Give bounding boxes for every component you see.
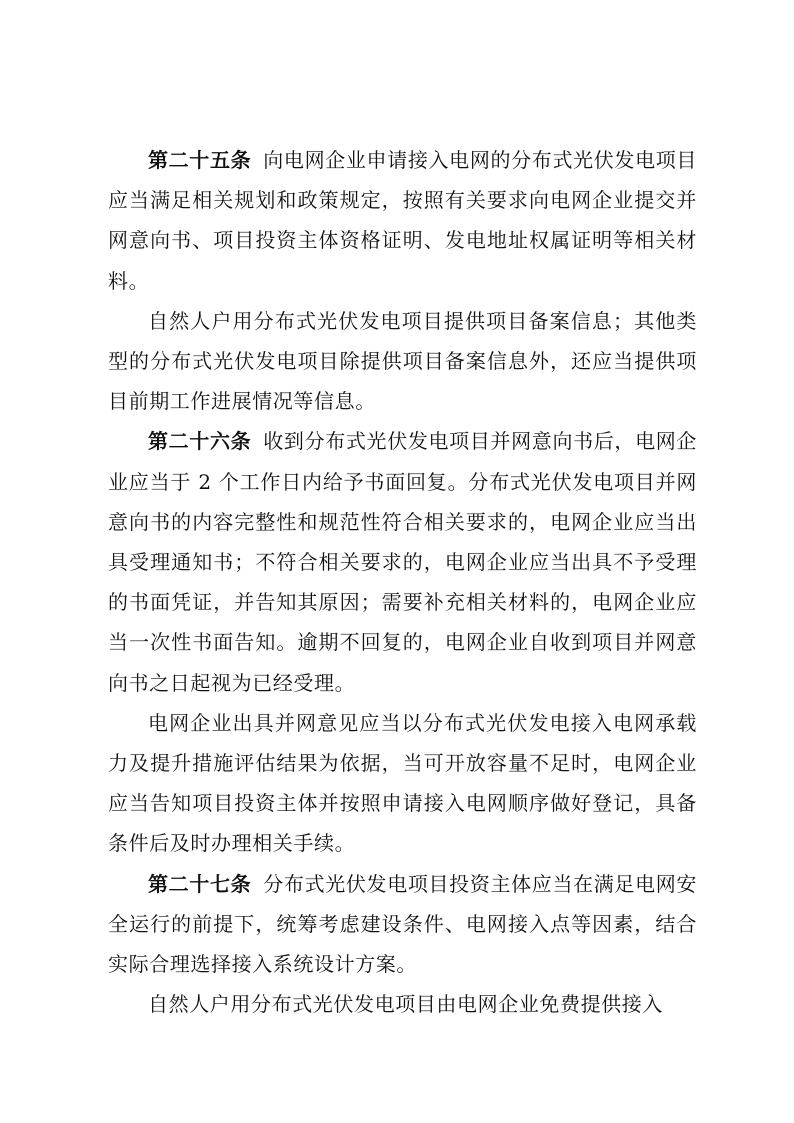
article-number: 第二十六条 bbox=[148, 429, 252, 454]
paragraph-text: 自然人户用分布式光伏发电项目提供项目备案信息；其他类型的分布式光伏发电项目除提供项目备案信息外，还应当提供项目前期工作进展情况等信息。 bbox=[108, 308, 697, 414]
paragraph-article-25 bbox=[108, 140, 697, 301]
paragraph-article-27-sub bbox=[108, 984, 697, 1024]
document-body bbox=[108, 140, 697, 1024]
paragraph-text: 电网企业出具并网意见应当以分布式光伏发电接入电网承载力及提升措施评估结果为依据，当可开放容量不足时，电网企业应当告知项目投资主体并按照申请接入电网顺序做好登记，具备条件后及时办理相关手续。 bbox=[108, 710, 697, 856]
paragraph-text: 自然人户用分布式光伏发电项目由电网企业免费提供接入 bbox=[148, 992, 663, 1017]
paragraph-text: 分布式光伏发电项目投资主体应当在满足电网安全运行的前提下，统筹考虑建设条件、电网接入点等因素，结合实际合理选择接入系统设计方案。 bbox=[108, 871, 697, 977]
paragraph-article-26-sub bbox=[108, 703, 697, 864]
paragraph-article-25-sub bbox=[108, 301, 697, 422]
paragraph-article-27 bbox=[108, 864, 697, 985]
paragraph-text: 收到分布式光伏发电项目并网意向书后，电网企业应当于 2 个工作日内给予书面回复。分布式光伏发电项目并网意向书的内容完整性和规范性符合相关要求的，电网企业应当出具受理通知书；不符合相关要求的，电网企业应当出具不予受理的书面凭证，并告知其原因；需要补充相关材料的，电网企业应当一次性书面告知。逾期不回复的，电网企业自收到项目并网意向书之日起视为已经受理。 bbox=[108, 429, 697, 695]
article-number: 第二十七条 bbox=[148, 871, 252, 896]
article-number: 第二十五条 bbox=[148, 148, 252, 172]
paragraph-text: 向电网企业申请接入电网的分布式光伏发电项目应当满足相关规划和政策规定，按照有关要求向电网企业提交并网意向书、项目投资主体资格证明、发电地址权属证明等相关材料。 bbox=[108, 148, 697, 293]
paragraph-article-26 bbox=[108, 421, 697, 702]
